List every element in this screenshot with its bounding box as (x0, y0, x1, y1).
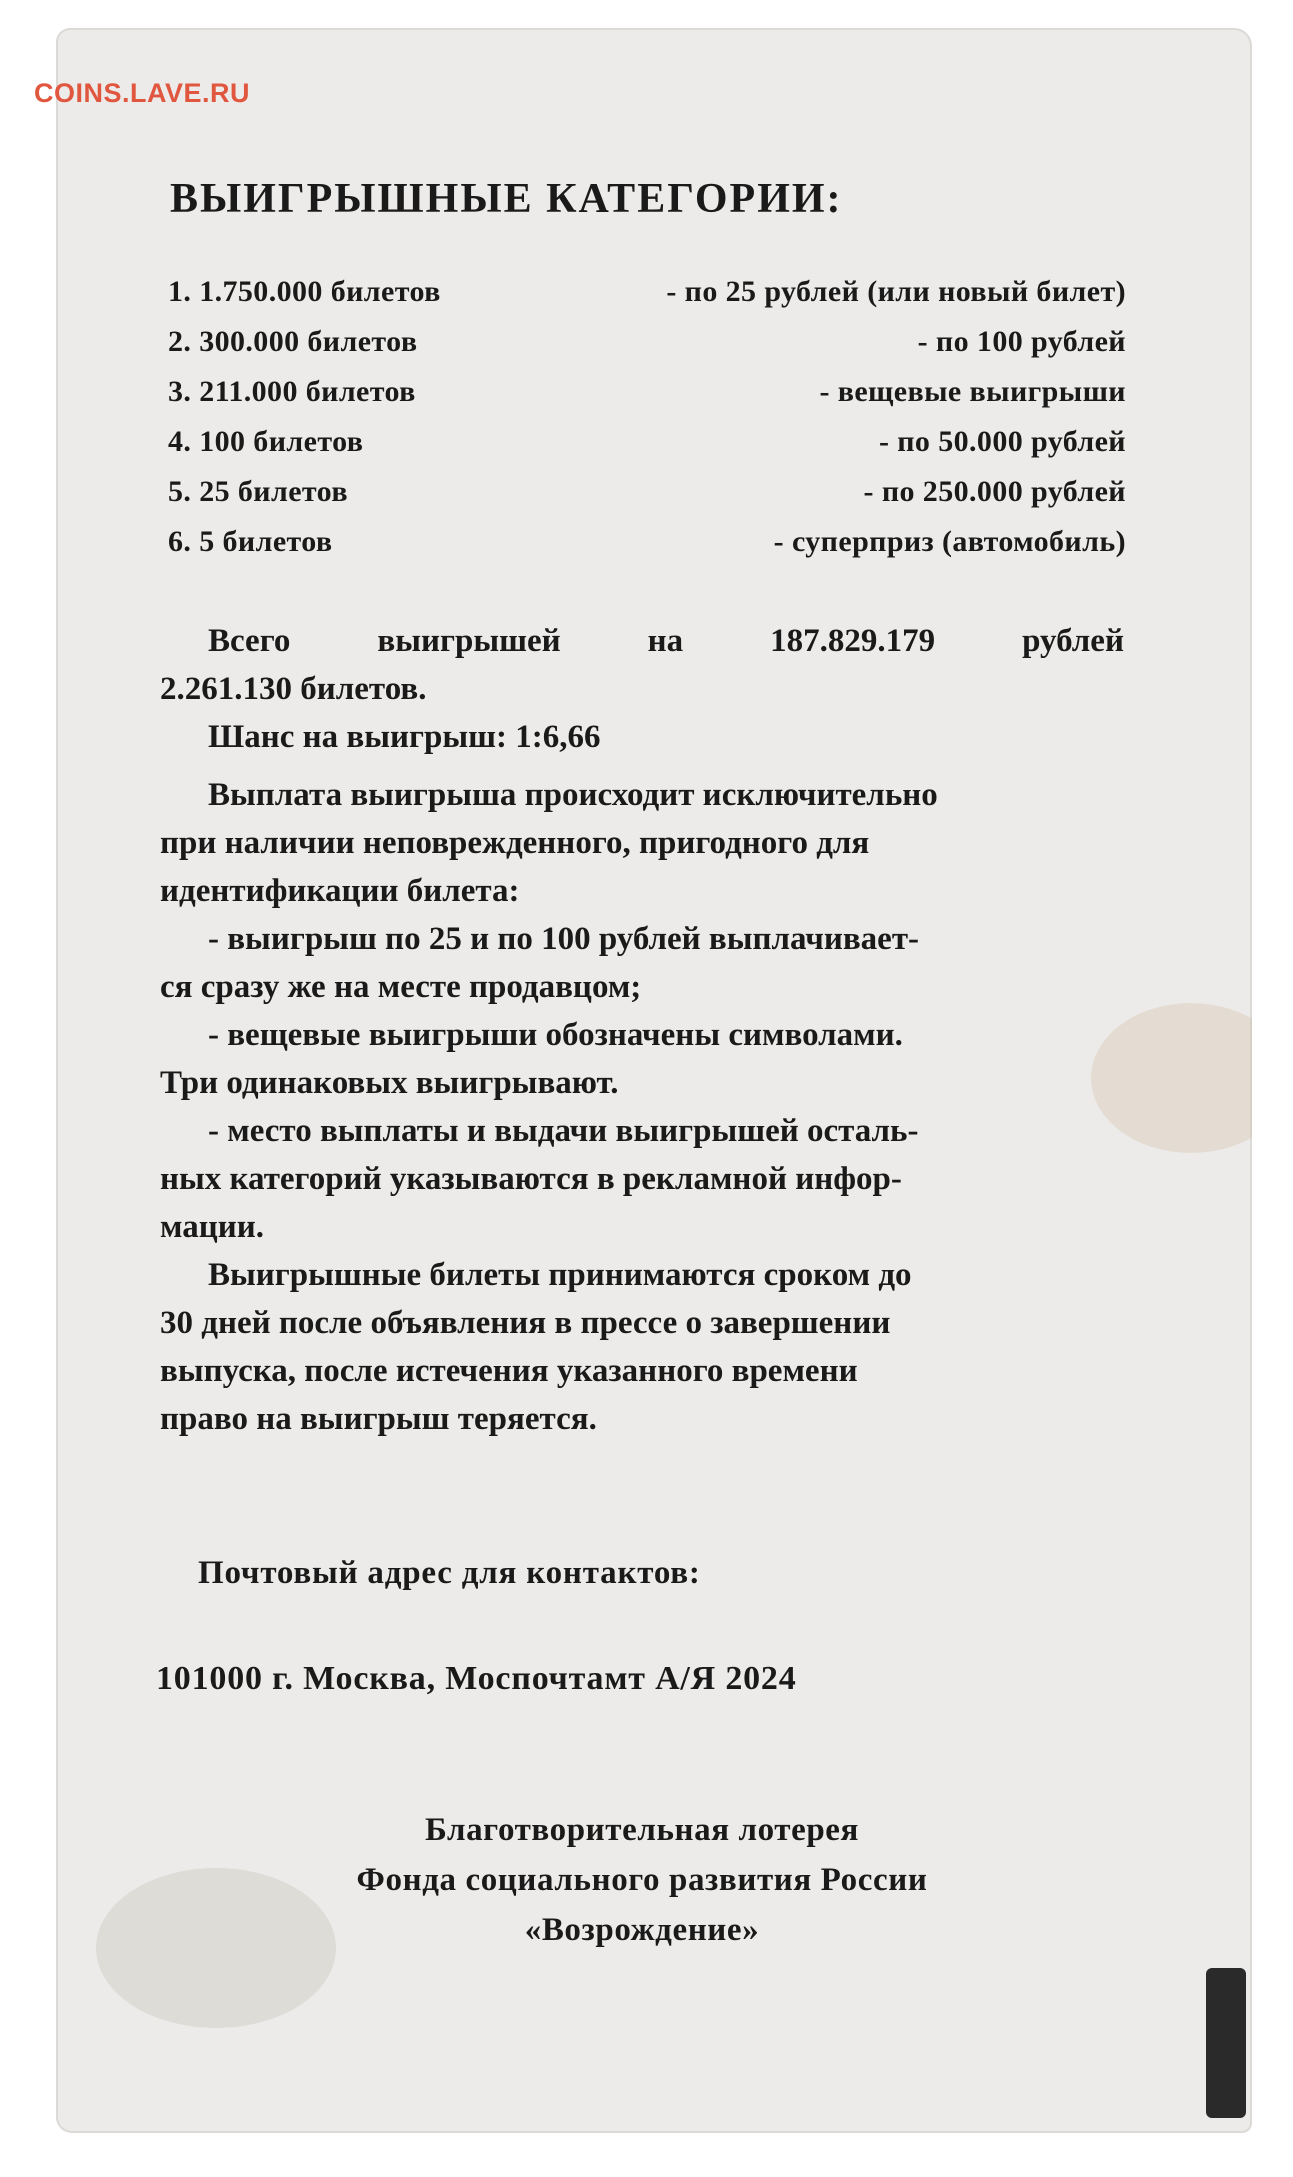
rule-line: идентификации билета: (160, 873, 520, 909)
rule-line: Три одинаковых выигрывают. (160, 1065, 619, 1101)
payout-rules (160, 771, 1124, 1443)
category-prize: - по 100 рублей (917, 325, 1126, 358)
rule-line: - вещевые выигрыши обозначены символами. (208, 1017, 903, 1053)
category-prize: - по 25 рублей (или новый билет) (666, 275, 1126, 308)
category-prize: - вещевые выигрыши (819, 375, 1126, 408)
rule-line: - место выплаты и выдачи выигрышей осталь- (208, 1113, 919, 1149)
category-tickets: 1. 1.750.000 билетов (168, 275, 441, 308)
category-row (168, 375, 1126, 425)
category-row (168, 325, 1126, 375)
total-amount: 187.829.179 (770, 623, 936, 659)
totals-word: на (647, 623, 684, 659)
rule-line: право на выигрыш теряется. (160, 1401, 597, 1437)
category-tickets: 5. 25 билетов (168, 475, 348, 508)
prize-categories-list (168, 275, 1126, 575)
totals-line (160, 617, 1124, 665)
category-row (168, 425, 1126, 475)
issuer-block (160, 1805, 1124, 1955)
rule-line: ных категорий указываются в рекламной инфор- (160, 1161, 902, 1197)
category-row (168, 525, 1126, 575)
category-tickets: 6. 5 билетов (168, 525, 333, 558)
category-prize: - суперприз (автомобиль) (773, 525, 1126, 558)
total-tickets: 2.261.130 билетов. (160, 671, 427, 707)
rule-line: выпуска, после истечения указанного времени (160, 1353, 858, 1389)
rule-line: Выплата выигрыша происходит исключительно (208, 777, 938, 813)
rule-line: мации. (160, 1209, 265, 1245)
rule-line: при наличии неповрежденного, пригодного для (160, 825, 870, 861)
category-tickets: 3. 211.000 билетов (168, 375, 416, 408)
category-prize: - по 50.000 рублей (878, 425, 1126, 458)
totals-word: рублей (1022, 623, 1124, 659)
rule-line: 30 дней после объявления в прессе о завершении (160, 1305, 891, 1341)
ticket-edge-mark (1206, 1968, 1246, 2118)
rule-line: - выигрыш по 25 и по 100 рублей выплачивает- (208, 921, 920, 957)
rule-line: Выигрышные билеты принимаются сроком до (208, 1257, 912, 1293)
totals-paragraph (160, 617, 1124, 761)
category-prize: - по 250.000 рублей (863, 475, 1126, 508)
prize-categories-heading: ВЫИГРЫШНЫЕ КАТЕГОРИИ: (170, 176, 843, 222)
win-chance: Шанс на выигрыш: 1:6,66 (208, 719, 601, 755)
contact-title: Почтовый адрес для контактов: (198, 1555, 701, 1591)
category-row (168, 475, 1126, 525)
category-tickets: 2. 300.000 билетов (168, 325, 418, 358)
category-row (168, 275, 1126, 325)
issuer-line: Благотворительная лотерея (424, 1812, 860, 1848)
site-watermark: COINS.LAVE.RU (34, 78, 251, 108)
totals-word: выигрышей (377, 623, 561, 659)
postal-address: 101000 г. Москва, Моспочтамт А/Я 2024 (156, 1660, 797, 1697)
category-tickets: 4. 100 билетов (168, 425, 364, 458)
totals-word: Всего (208, 623, 291, 659)
rule-line: ся сразу же на месте продавцом; (160, 969, 642, 1005)
issuer-line: Фонда социального развития России (356, 1862, 928, 1898)
issuer-name: «Возрождение» (524, 1912, 760, 1948)
